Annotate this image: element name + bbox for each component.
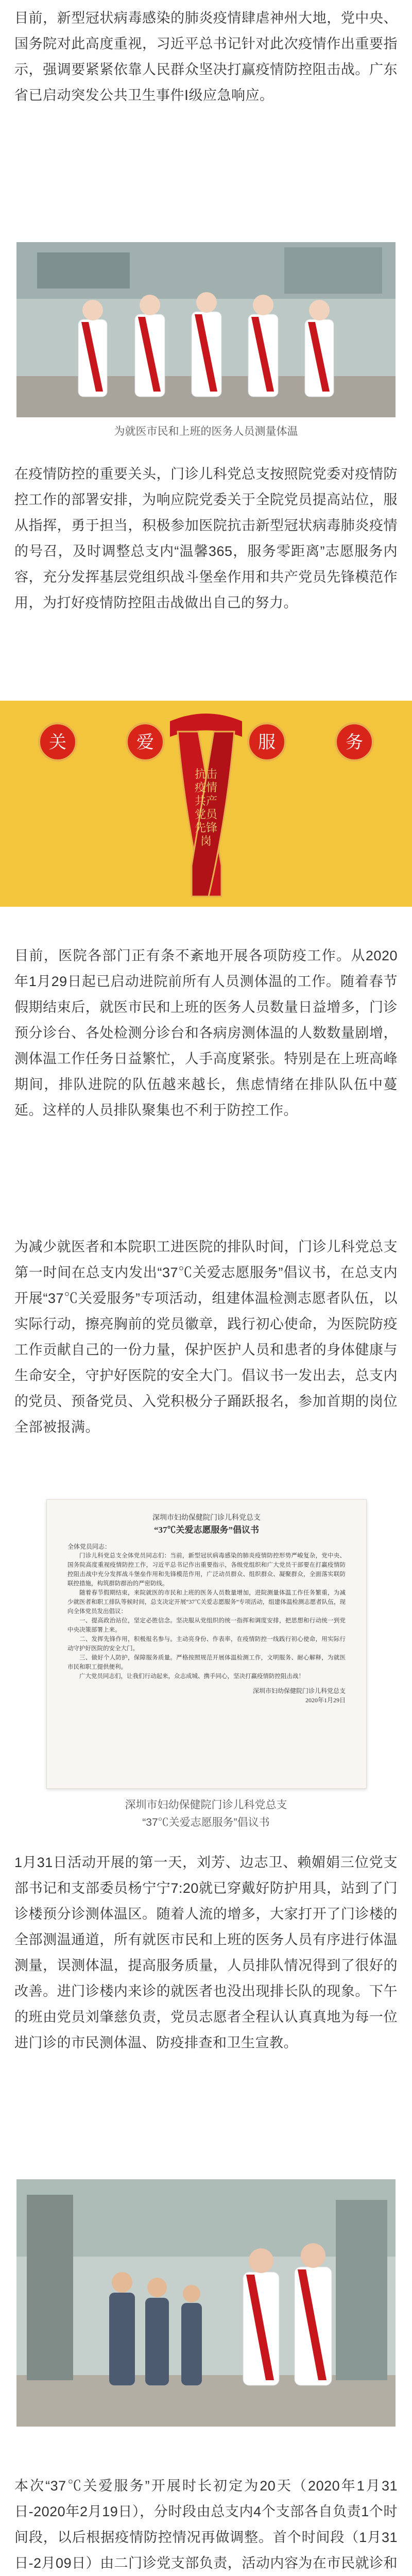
care-service-banner (0, 701, 412, 907)
photo-caption-1: 为就医市民和上班的医务人员测量体温 (114, 426, 298, 437)
document-caption-1: 深圳市妇幼保健院门诊儿科党总支 (125, 1799, 287, 1811)
intro-paragraph: 目前，新型冠状病毒感染的肺炎疫情肆虐神州大地，党中央、国务院对此高度重视，习近平总书记针对此次疫情作出重要指示，强调要紧紧依靠人民群众坚决打赢疫情防控阻击战。广东省已启动突发公共卫生事件Ⅰ级应急响应。 (14, 10, 398, 103)
situation-paragraph: 目前，医院各部门正有条不紊地开展各项防疫工作。从2020年1月29日起已启动进院前所有人员测体温的工作。随着春节假期结束后，就医市民和上班的医务人员数量日益增多，门诊预分诊台、各处检测分诊台和各病房测体温的人数数量剧增，测体温工作任务日益繁忙，人手高度紧张。特别是在上班高峰期间，排队进院的队伍越来越长，焦虑情绪在排队队伍中蔓延。这样的人员排队聚集也不利于防控工作。 (14, 948, 398, 1118)
document-body-6: 广大党员同志们，让我们行动起来，众志成城、携手同心，坚决打赢疫情防控阻击战！ (79, 1673, 304, 1680)
lobby-illustration (16, 2179, 396, 2427)
document-signature: 深圳市妇幼保健院门诊儿科党总支 (252, 1687, 346, 1694)
document-body-4: 二、发挥先锋作用，积极报名参与。主动亮身份、作表率，在疫情防控一线践行初心使命，用实际行动守护好医院的安全大门。 (67, 1636, 346, 1652)
document-body-2: 随着春节假期结束，来院就医的市民和上班的医务人员数量增加，进院测量体温工作任务繁重，为减少就医者和职工排队等候时间，总支决定开展“37℃关爱志愿服务”专项活动，组建体温检测志愿者队伍，现向全体党员发出倡议： (67, 1590, 346, 1615)
proposal-document (46, 1499, 367, 1789)
document-title: “37℃关爱志愿服务”倡议书 (154, 1525, 259, 1535)
document-body-5: 三、做好个人防护，保障服务质量。严格按照规范开展体温检测工作，文明服务、耐心解释，为就医市民和职工提供便利。 (67, 1655, 346, 1670)
document-body-1: 门诊儿科党总支全体党员同志们：当前，新型冠状病毒感染的肺炎疫情防控形势严峻复杂，党中央、国务院高度重视疫情防控工作，习近平总书记作出重要指示，各级党组织和广大党员干部要在打赢疫情防控阻击战中充分发挥战斗堡垒作用和先锋模范作用，广泛动员群众、组织群众、凝聚群众，全面落实联防联控措施，构筑群防群治的严密防线。 (67, 1553, 346, 1587)
banner-char-2: 爱 (136, 733, 154, 752)
document-date: 2020年1月29日 (305, 1697, 346, 1704)
banner-char-3: 服 (258, 733, 276, 752)
document-header: 深圳市妇幼保健院门诊儿科党总支 (152, 1514, 261, 1522)
entrance-staff-illustration (16, 242, 396, 417)
first-day-paragraph: 1月31日活动开展的第一天，刘芳、边志卫、赖媚娟三位党支部书记和支部委员杨宁宁7:20就已穿戴好防护用具，站到了门诊楼预分诊测体温区。随着人流的增多，大家打开了门诊楼的全部测温通道，所有就医市民和上班的医务人员有序进行体温测量，误测体温，提高服务质量，人员排队情况得到了很好的改善。进门诊楼内来诊的就医者也没出现排长队的现象。下午的班由党员刘肇慈负责，党员志愿者全程认认真真地为每一位进门诊的市民测体温、防疫排查和卫生宣教。 (14, 1855, 398, 2050)
banner-char-1: 关 (49, 733, 66, 752)
response-paragraph: 在疫情防控的重要关头，门诊儿科党总支按照院党委对疫情防控工作的部署安排，为响应院党委关于全院党员提高站位，服从指挥，勇于担当，积极参加医院抗击新型冠状病毒肺炎疫情的号召，及时调整总支内“温馨365，服务零距离”志愿服务内容，充分发挥基层党组织战斗堡垒作用和共产党员先锋模范作用，为打好疫情防控阻击战做出自己的努力。 (14, 466, 398, 611)
sash-ribbon-text: 抗击疫情 共产党员 先锋岗 (194, 768, 217, 848)
document-body-3: 一、提高政治站位，坚定必胜信念。坚决服从党组织的统一指挥和调度安排，把思想和行动统一到党中央决策部署上来。 (67, 1618, 346, 1633)
document-caption-2: “37℃关爱志愿服务”倡议书 (142, 1817, 270, 1828)
photo-lobby-screening (16, 2179, 396, 2427)
schedule-paragraph: 本次“37℃关爱服务”开展时长初定为20天（2020年1月31日-2020年2月19日），分时段由总支内4个支部各自负责1个时间段，以后根据疫情防控情况再做调整。首个时间段（1月31日-2月09日）由二门诊党支部负责，活动内容为在市民就诊和 (14, 2478, 398, 2571)
document-salutation: 全体党员同志： (67, 1543, 111, 1550)
photo-temperature-check-entrance (16, 242, 396, 417)
banner-char-4: 务 (346, 733, 363, 752)
initiative-paragraph: 为减少就医者和本院职工进医院的排队时间，门诊儿科党总支第一时间在总支内发出“37℃关爱志愿服务”倡议书，在总支内开展“37℃关爱服务”专项活动，组建体温检测志愿者队伍，以实际行动，擦亮胸前的党员徽章，践行初心使命，为医院防疫工作贡献自己的一份力量，保护医护人员和患者的身体健康与生命安全，守护好医院的安全大门。倡议书一发出去，总支内的党员、预备党员、入党积极分子踊跃报名，参加首期的岗位全部被报满。 (14, 1239, 398, 1435)
